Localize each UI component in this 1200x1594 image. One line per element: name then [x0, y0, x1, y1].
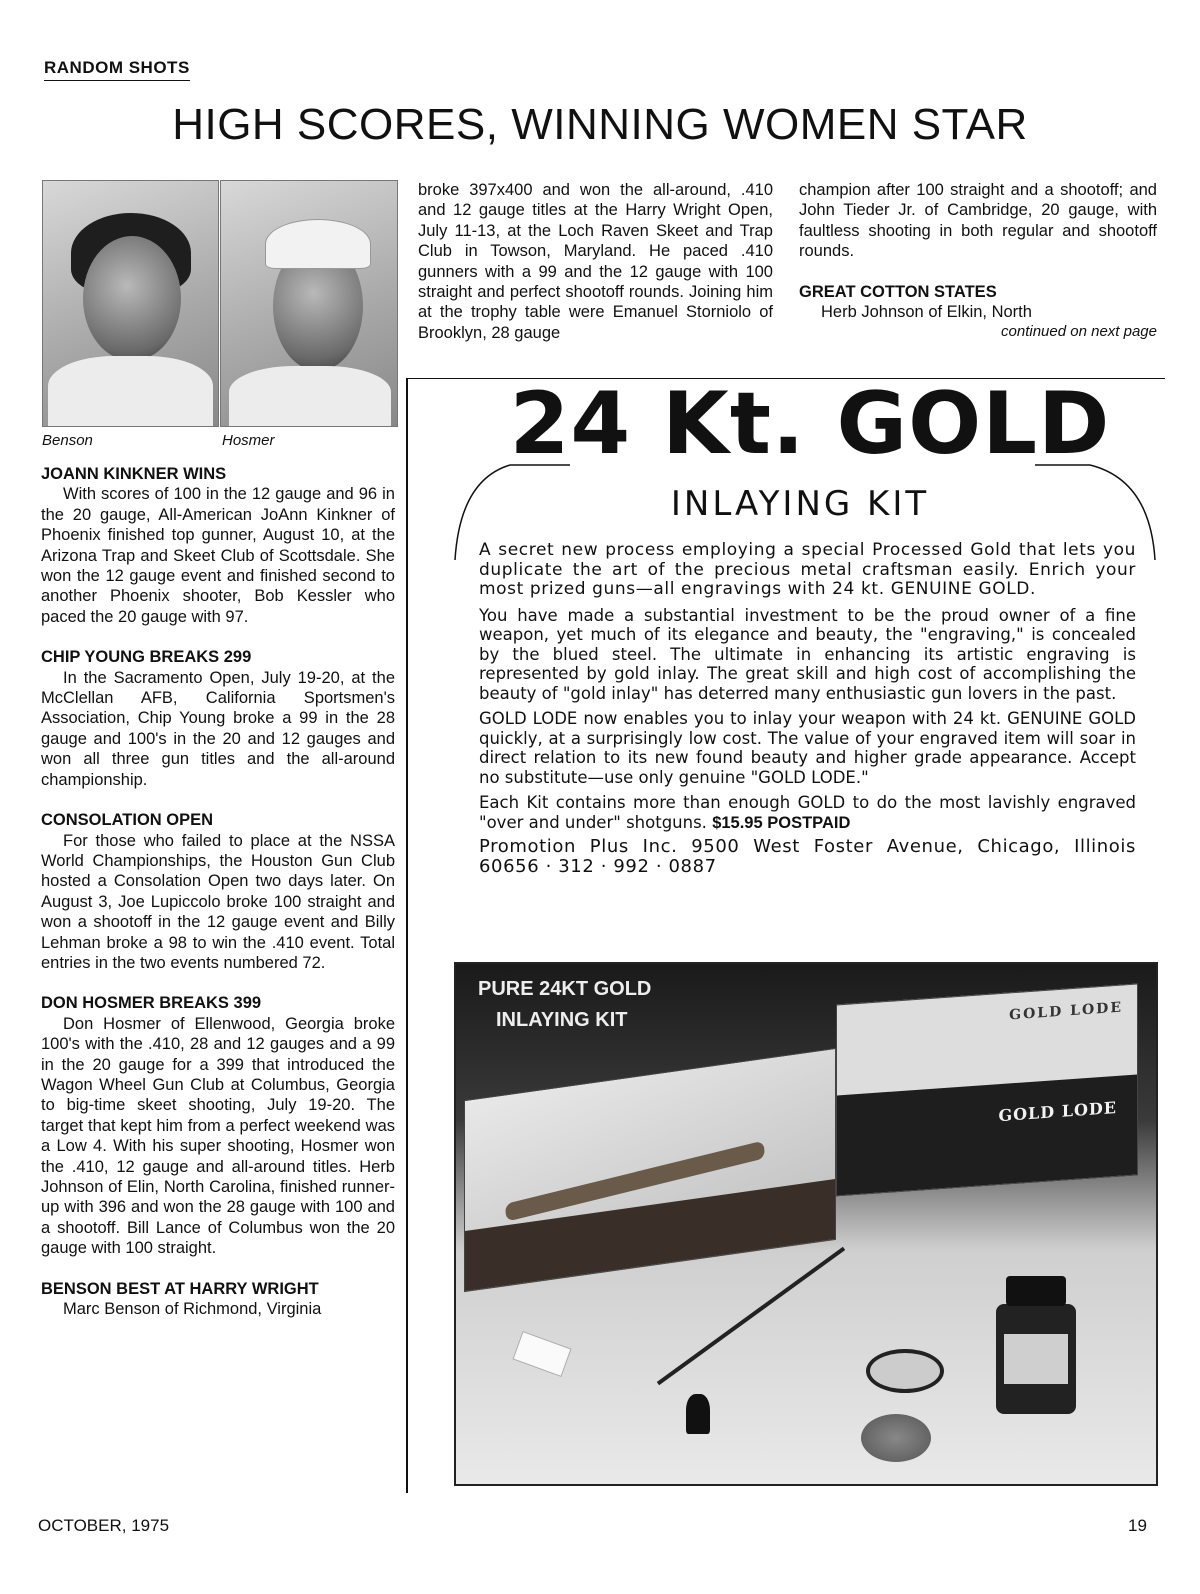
photo-label-line-2: INLAYING KIT: [496, 1009, 628, 1031]
article-body: Marc Benson of Richmond, Virginia: [63, 1300, 322, 1319]
dropper-bulb: [686, 1394, 710, 1434]
brush: [657, 1247, 845, 1385]
gold-bottle: [996, 1304, 1076, 1414]
photo-benson: [42, 180, 219, 427]
ad-title: 24 Kt. GOLD: [509, 374, 1111, 474]
article-consolation: [41, 810, 395, 973]
ad-price: $15.95 POSTPAID: [712, 813, 851, 832]
article-heading: GREAT COTTON STATES: [799, 282, 997, 301]
section-label: RANDOM SHOTS: [44, 58, 190, 81]
ad-paragraph-3: GOLD LODE now enables you to inlay your weapon with 24 kt. GENUINE GOLD quickly, at a surprisingly low cost. The value of your engraved item will soar in direct relation to its new found beauty and higher grade appearance. Accept no substitute—use only genuine "GOLD LODE.": [479, 709, 1136, 787]
kit-box-front: [464, 1048, 836, 1292]
article-chip-young: [41, 647, 395, 790]
article-heading: JOANN KINKNER WINS: [41, 465, 227, 483]
box-brand-label: GOLD LODE: [1009, 999, 1123, 1024]
caption-hosmer: Hosmer: [222, 432, 275, 449]
article-body: In the Sacramento Open, July 19-20, at the McClellan AFB, California Sportsmen's Association, Chip Young broke a 99 in the 28 gauge and 100's in the 20 and 12 gauges and won all three gun titles and the all-around championship.: [41, 668, 395, 789]
page-number: 19: [1128, 1516, 1147, 1535]
photo-hosmer: [220, 180, 398, 427]
ad-paragraph-4: [479, 793, 1136, 833]
article-kinkner: [41, 464, 395, 627]
left-column: [41, 464, 395, 1339]
article-benson: [41, 1279, 395, 1320]
ad-body: [479, 541, 1136, 882]
article-hosmer: [41, 993, 395, 1258]
article-heading: BENSON BEST AT HARRY WRIGHT: [41, 1279, 319, 1298]
continued-note: continued on next page: [1001, 323, 1157, 341]
article-body: Herb Johnson of Elkin, North: [821, 303, 1032, 322]
box-brand-label: GOLD LODE: [998, 1097, 1117, 1126]
ad-paragraph-1: A secret new process employing a special Processed Gold that lets you duplicate the art of the precious metal craftsman easily. Enrich your most prized guns—all engravings with 24 kt. GENUINE GOLD.: [479, 540, 1136, 599]
gold-flakes: [861, 1414, 931, 1462]
middle-column: broke 397x400 and won the all-around, .410 and 12 gauge titles at the Harry Wright Open, July 11-13, at the Loch Raven Skeet and Trap Club in Towson, Maryland. He paced .410 gunners with a 99 and the 12 gauge with 100 straight and perfect shootoff rounds. Joining him at the trophy table were Emanuel Storniolo of Brooklyn, 28 gauge: [418, 181, 773, 342]
article-heading: CHIP YOUNG BREAKS 299: [41, 648, 252, 667]
ad-paragraph-2: You have made a substantial investment to be the proud owner of a fine weapon, yet much of its elegance and beauty, the "engraving," is concealed by the blued steel. The ultimate in enhancing its artistic engraving is represented by gold inlay. The great skill and high cost of accomplishing the beauty of "gold inlay" has deterred many enthusiastic gun lovers in the past.: [479, 605, 1136, 703]
ad-subtitle: INLAYING KIT: [670, 484, 930, 524]
photo-label: [478, 974, 651, 1036]
product-photo: [454, 962, 1158, 1486]
ad-kit-contents: Each Kit contains more than enough GOLD to do the most lavishly engraved "over and under" shotguns.: [479, 793, 1136, 832]
footer-date: OCTOBER, 1975: [38, 1516, 170, 1535]
headline: HIGH SCORES, WINNING WOMEN STAR: [172, 100, 1028, 149]
article-body: For those who failed to place at the NSSA World Championships, the Houston Gun Club hosted a Consolation Open two days later. On August 3, Joe Lupiccolo broke 100 straight and won a shootoff in the 12 gauge event and Billy Lehman broke a 98 to win the .410 event. Total entries in the two events numbered 72.: [41, 831, 395, 972]
article-body: With scores of 100 in the 12 gauge and 96 in the 20 gauge, All-American JoAnn Kinkner of Phoenix finished top gunner, August 10, at the Arizona Trap and Skeet Club of Scottsdale. She won the 12 gauge event and finished second to another Phoenix shooter, Bob Kessler who paced the 20 gauge with 97.: [41, 485, 395, 626]
kit-box-back: [836, 983, 1138, 1196]
right-column: [799, 180, 1157, 343]
eraser: [512, 1331, 571, 1377]
right-column-text: champion after 100 straight and a shootoff; and John Tieder Jr. of Cambridge, 20 gauge, with faultless shooting in both regular and shootoff rounds.: [799, 181, 1157, 261]
article-heading: CONSOLATION OPEN: [41, 811, 214, 830]
article-heading: DON HOSMER BREAKS 399: [41, 994, 262, 1013]
article-body: Don Hosmer of Ellenwood, Georgia broke 100's with the .410, 28 and 12 gauges and a 99 in the 20 gauge for a 399 that introduced the Wagon Wheel Gun Club at Columbus, Georgia to big-time skeet shooting, July 19-20. The target that kept him from a perfect weekend was a Low 4. With his super shooting, Hosmer won the .410, 12 gauge and all-around titles. Herb Johnson of Elin, North Carolina, finished runner-up with 396 and won the 28 gauge with 100 and a shootoff. Bill Lance of Columbus won the 20 gauge with 100 straight.: [41, 1014, 395, 1258]
jar-lid: [866, 1349, 944, 1393]
ad-address: Promotion Plus Inc. 9500 West Foster Avenue, Chicago, Illinois 60656 · 312 · 992 · 0887: [479, 836, 1136, 877]
photo-label-line-1: PURE 24KT GOLD: [478, 978, 652, 1000]
caption-benson: Benson: [42, 432, 93, 449]
